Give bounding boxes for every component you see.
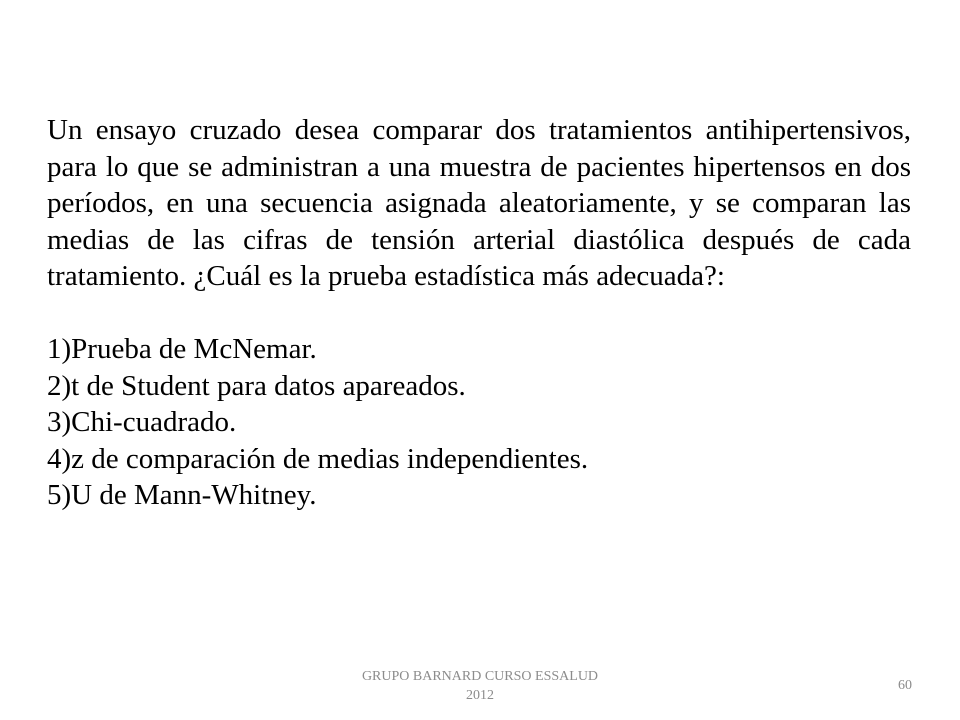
slide-content	[47, 112, 911, 514]
question-text: Un ensayo cruzado desea comparar dos tratamientos antihipertensivos, para lo que se administran a una muestra de pacientes hipertensos en dos períodos, en una secuencia asignada aleatoriamente, y se comparan las medias de las cifras de tensión arterial diastólica después de cada tratamiento. ¿Cuál es la prueba estadística más adecuada?:	[47, 114, 911, 293]
option-1: 1)Prueba de McNemar.	[47, 332, 317, 365]
option-3: 3)Chi-cuadrado.	[47, 406, 237, 439]
page-number: 60	[898, 678, 912, 693]
option-5: 5)U de Mann-Whitney.	[47, 479, 317, 512]
option-2: 2)t de Student para datos apareados.	[47, 369, 466, 402]
option-4: 4)z de comparación de medias independientes.	[47, 442, 589, 475]
slide-footer	[330, 667, 630, 705]
answer-options	[47, 331, 911, 514]
footer-line-2: 2012	[466, 688, 494, 703]
footer-line-1: GRUPO BARNARD CURSO ESSALUD	[361, 669, 599, 684]
